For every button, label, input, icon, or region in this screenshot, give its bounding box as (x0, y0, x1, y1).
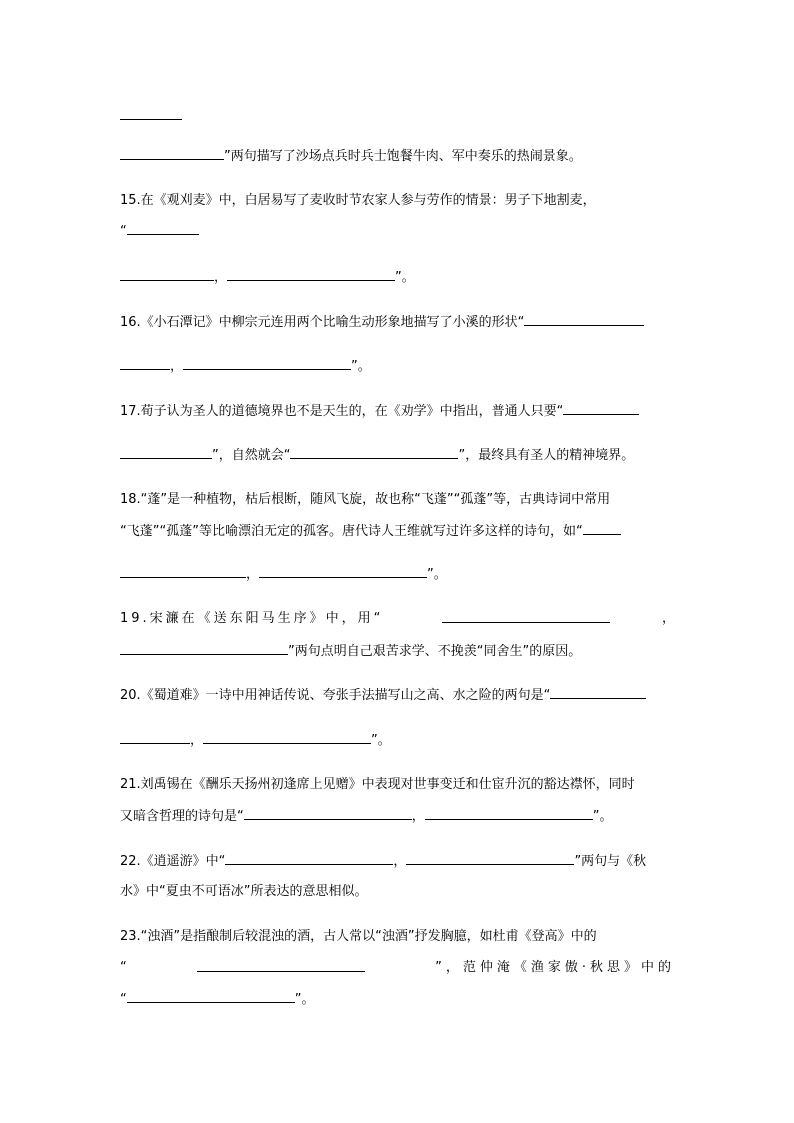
answer-blank[interactable] (524, 312, 644, 326)
answer-blank[interactable] (442, 609, 610, 623)
q18-line-2 (120, 521, 675, 541)
q21-comma: ， (411, 809, 425, 824)
q16-line-2 (120, 356, 675, 376)
q19-text: 19.宋濂在《送东阳马生序》中，用“ (120, 611, 384, 626)
q21-close: ”。 (592, 809, 613, 824)
q20-comma: ， (190, 733, 204, 748)
q15-comma: ， (214, 270, 228, 285)
answer-blank[interactable] (225, 851, 393, 865)
q14-tail-line (120, 146, 675, 166)
answer-blank[interactable] (183, 356, 351, 370)
q15-close: ”。 (395, 270, 415, 285)
q16-line-1 (120, 312, 675, 332)
q21-text-2: 又暗含哲理的诗句是“ (120, 809, 244, 824)
answer-blank[interactable] (563, 401, 639, 415)
q23-open-2: “ (120, 992, 127, 1007)
q18-text-2: “飞蓬”“孤蓬”等比喻漂泊无定的孤客。唐代诗人王维就写过许多这样的诗句，如“ (120, 524, 583, 539)
q21-line-2 (120, 806, 675, 826)
q18-comma: ， (246, 567, 260, 582)
q22-line-2 (120, 882, 675, 902)
q14-tail-text: ”两句描写了沙场点兵时兵士饱餐牛肉、军中奏乐的热闹景象。 (224, 149, 582, 164)
q16-text: 16.《小石潭记》中柳宗元连用两个比喻生动形象地描写了小溪的形状“ (120, 315, 525, 330)
q17-line-2 (120, 445, 675, 465)
q20-close: ”。 (371, 733, 391, 748)
q22-line-1 (120, 851, 675, 871)
answer-blank[interactable] (127, 989, 295, 1003)
q23-text-1: 23.“浊酒”是指酿制后较混浊的酒，古人常以“浊酒”抒发胸臆，如杜甫《登高》中的 (120, 929, 597, 944)
q23-close: ”。 (294, 992, 315, 1007)
q22-text-2: 水》中“夏虫不可语冰”所表达的意思相似。 (120, 884, 368, 899)
answer-blank[interactable] (550, 685, 646, 699)
q23-line-2 (120, 958, 675, 978)
q15-line-1 (120, 191, 675, 211)
q18-text-1: 18.“蓬”是一种植物，枯后根断，随风飞旋，故也称“飞蓬”“孤蓬”等，古典诗词中常用 (120, 492, 611, 507)
q20-line-2 (120, 730, 675, 750)
q14-blank-line (120, 106, 675, 126)
q23-open: “ (120, 960, 127, 975)
answer-blank[interactable] (120, 106, 182, 120)
q23-mid: ”，范仲淹《渔家傲·秋思》中的 (435, 960, 675, 975)
q17-line-1 (120, 401, 675, 421)
q20-line-1 (120, 685, 675, 705)
q18-close: ”。 (427, 567, 447, 582)
q22-text-1: 22.《逍遥游》中“ (120, 854, 226, 869)
q17-close: ”，最终具有圣人的精神境界。 (458, 448, 635, 463)
q17-mid: ”，自然就会“ (212, 448, 291, 463)
answer-blank[interactable] (406, 851, 574, 865)
q20-text: 20.《蜀道难》一诗中用神话传说、夸张手法描写山之高、水之险的两句是“ (120, 688, 551, 703)
q23-line-1 (120, 927, 675, 947)
q15-text: 15.在《观刈麦》中，白居易写了麦收时节农家人参与劳作的情景：男子下地割麦， (120, 193, 596, 208)
answer-blank[interactable] (583, 521, 621, 535)
answer-blank[interactable] (227, 267, 395, 281)
q16-comma: ， (170, 359, 184, 374)
q15-line-2 (120, 221, 675, 241)
q21-line-1 (120, 775, 675, 795)
answer-blank[interactable] (425, 806, 593, 820)
q17-text: 17.荀子认为圣人的道德境界也不是天生的，在《劝学》中指出，普通人只要“ (120, 404, 564, 419)
q16-close: ”。 (351, 359, 371, 374)
q19-close: ”两句点明自己艰苦求学、不挽羡“同舍生”的原因。 (288, 644, 582, 659)
answer-blank[interactable] (120, 641, 288, 655)
answer-blank[interactable] (120, 356, 170, 370)
answer-blank[interactable] (120, 564, 246, 578)
answer-blank[interactable] (120, 445, 212, 459)
q18-line-3 (120, 564, 675, 584)
answer-blank[interactable] (244, 806, 412, 820)
answer-blank[interactable] (203, 730, 371, 744)
answer-blank[interactable] (197, 958, 365, 972)
answer-blank[interactable] (120, 730, 190, 744)
q18-line-1 (120, 490, 675, 510)
answer-blank[interactable] (120, 267, 214, 281)
q21-text-1: 21.刘禹锡在《酬乐天扬州初逢席上见赠》中表现对世事变迁和仕宦升沉的豁达襟怀，同时 (120, 777, 635, 792)
answer-blank[interactable] (120, 146, 224, 160)
q15-open-quote: “ (120, 224, 127, 239)
answer-blank[interactable] (127, 221, 199, 235)
q19-line-2 (120, 641, 675, 661)
answer-blank[interactable] (259, 564, 427, 578)
q15-line-3 (120, 267, 675, 287)
q19-comma: ， (661, 611, 675, 626)
answer-blank[interactable] (290, 445, 458, 459)
q22-comma: ， (393, 854, 407, 869)
q22-mid: ”两句与《秋 (574, 854, 647, 869)
q19-line-1 (120, 609, 675, 629)
q23-line-3 (120, 989, 675, 1009)
